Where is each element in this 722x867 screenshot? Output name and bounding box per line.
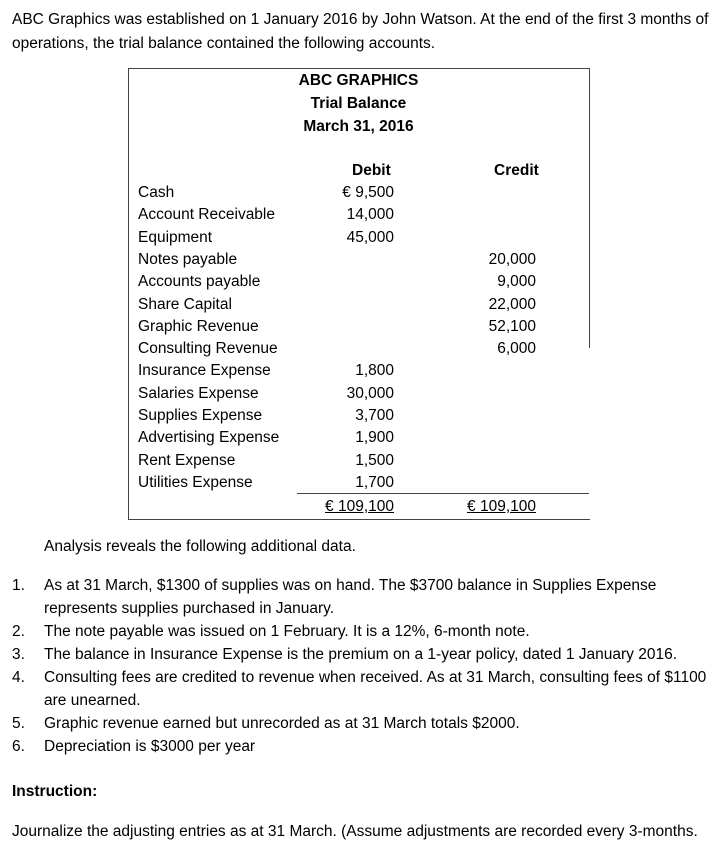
credit-amount: 9,000 — [497, 273, 536, 290]
debit-amount: 1,800 — [355, 362, 394, 379]
debit-amount: 3,700 — [355, 407, 394, 424]
debit-amount: 30,000 — [346, 385, 394, 402]
item-text: Consulting fees are credited to revenue when received. As at 31 March, consulting fees of $1100 are unearned. — [44, 669, 707, 709]
item-text: As at 31 March, $1300 of supplies was on hand. The $3700 balance in Supplies Expense represents supplies purchased in January. — [44, 577, 657, 617]
account-name: Utilities Expense — [138, 474, 253, 491]
debit-amount: 1,900 — [355, 429, 394, 446]
debit-amount: 14,000 — [346, 206, 394, 223]
list-item — [12, 620, 718, 643]
debit-header: Debit — [352, 162, 391, 179]
credit-amount: 20,000 — [488, 251, 536, 268]
credit-amount: 52,100 — [488, 318, 536, 335]
total-debit: € 109,100 — [325, 498, 394, 515]
list-item — [12, 574, 718, 620]
intro-paragraph: ABC Graphics was established on 1 January 2016 by John Watson. At the end of the first 3 months of operations, the trial balance contained the following accounts. — [12, 11, 709, 52]
item-text: Depreciation is $3000 per year — [44, 738, 256, 755]
total-rule — [297, 493, 589, 494]
account-name: Supplies Expense — [138, 407, 263, 424]
account-name: Rent Expense — [138, 452, 236, 469]
account-name: Notes payable — [138, 251, 238, 268]
list-item — [12, 666, 718, 712]
item-number: 5. — [12, 715, 25, 732]
total-credit: € 109,100 — [467, 498, 536, 515]
credit-amount: 6,000 — [497, 340, 536, 357]
account-name: Share Capital — [138, 296, 232, 313]
analysis-intro: Analysis reveals the following additional data. — [44, 538, 356, 555]
instruction-heading: Instruction: — [12, 783, 98, 800]
account-name: Insurance Expense — [138, 362, 271, 379]
account-name: Consulting Revenue — [138, 340, 278, 357]
debit-amount: 1,500 — [355, 452, 394, 469]
list-item — [12, 735, 718, 758]
trial-balance-right-border — [589, 68, 590, 348]
item-number: 4. — [12, 669, 25, 686]
instruction-text: Journalize the adjusting entries as at 31 March. (Assume adjustments are recorded every 3-months. — [12, 823, 698, 840]
account-name: Account Receivable — [138, 206, 275, 223]
credit-header: Credit — [494, 162, 539, 179]
credit-amount: 22,000 — [488, 296, 536, 313]
account-name: Salaries Expense — [138, 385, 259, 402]
debit-amount: 45,000 — [346, 229, 394, 246]
item-text: The balance in Insurance Expense is the premium on a 1-year policy, dated 1 January 2016. — [44, 646, 678, 663]
list-item — [12, 643, 718, 666]
item-text: The note payable was issued on 1 February. It is a 12%, 6-month note. — [44, 623, 530, 640]
company-name: ABC GRAPHICS — [298, 72, 419, 89]
analysis-list — [12, 574, 718, 758]
account-name: Advertising Expense — [138, 429, 280, 446]
debit-amount: € 9,500 — [342, 184, 394, 201]
account-name: Equipment — [138, 229, 213, 246]
statement-date: March 31, 2016 — [303, 118, 414, 135]
item-number: 3. — [12, 646, 25, 663]
account-name: Graphic Revenue — [138, 318, 259, 335]
item-number: 6. — [12, 738, 25, 755]
debit-amount: 1,700 — [355, 474, 394, 491]
account-name: Accounts payable — [138, 273, 261, 290]
item-number: 1. — [12, 577, 25, 594]
item-number: 2. — [12, 623, 25, 640]
statement-title: Trial Balance — [310, 95, 407, 112]
item-text: Graphic revenue earned but unrecorded as at 31 March totals $2000. — [44, 715, 520, 732]
list-item — [12, 712, 718, 735]
account-name: Cash — [138, 184, 175, 201]
